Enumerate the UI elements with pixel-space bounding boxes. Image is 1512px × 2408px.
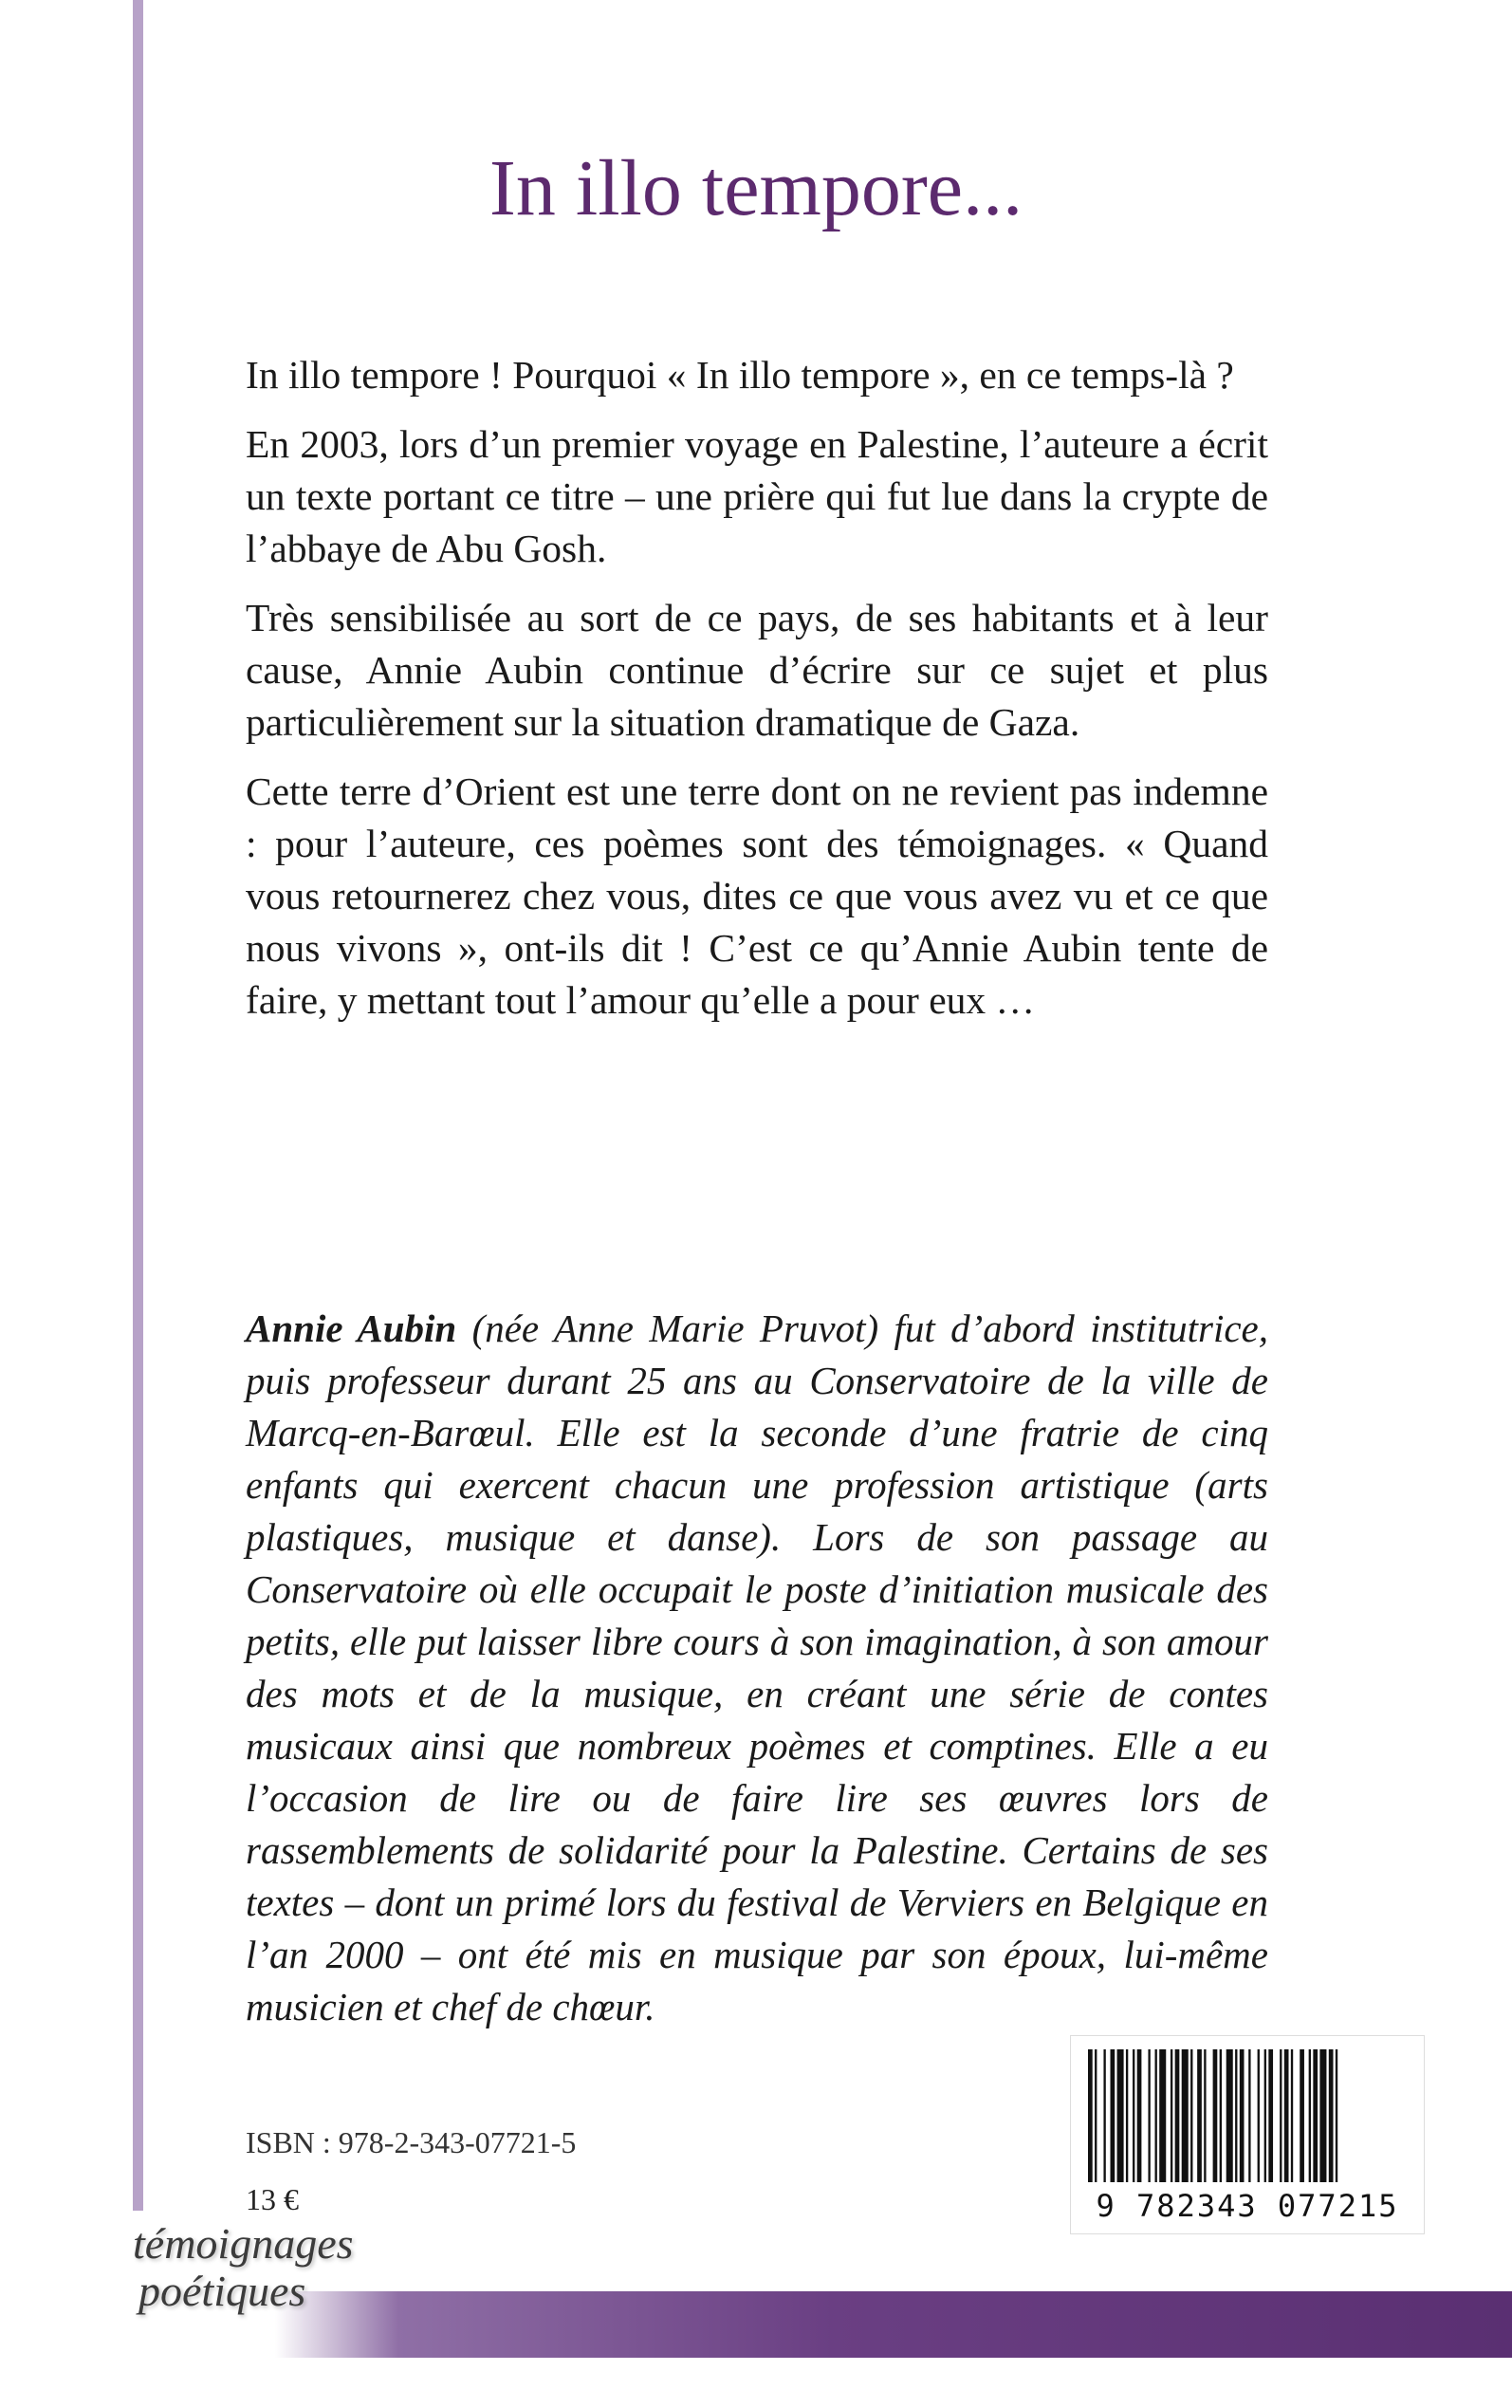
barcode-number: 9 782343 077215 (1096, 2188, 1399, 2224)
blurb-paragraph: En 2003, lors d’un premier voyage en Palestine, l’auteure a écrit un texte portant ce titre – une prière qui fut lue dans la crypte de l’abbaye de Abu Gosh. (246, 422, 1268, 570)
barcode (1070, 2035, 1425, 2234)
barcode-bars (1084, 2049, 1411, 2182)
author-name: Annie Aubin (246, 1306, 457, 1350)
collection-line-2: poétiques (138, 2267, 306, 2315)
blurb-paragraph: Cette terre d’Orient est une terre dont on ne revient pas indemne : pour l’auteure, ces poèmes sont des témoignages. « Quand vous retournerez chez vous, dites ce que vous avez vu et ce que nous vivons », ont-ils dit ! C’est ce qu’Annie Aubin tente de faire, y mettant tout l’amour qu’elle a pour eux … (246, 769, 1268, 1022)
price-label: 13 € (246, 2182, 299, 2216)
spine-accent-bar (133, 0, 143, 2211)
bio-paragraph (246, 1303, 1268, 2033)
blurb-paragraph: In illo tempore ! Pourquoi « In illo tempore », en ce temps-là ? (246, 353, 1234, 397)
blurb-paragraph: Très sensibilisée au sort de ce pays, de ses habitants et à leur cause, Annie Aubin continue d’écrire sur ce sujet et plus particulièrement sur la situation dramatique de Gaza. (246, 596, 1268, 744)
isbn-label: ISBN : 978-2-343-07721-5 (246, 2125, 577, 2159)
bio-text: (née Anne Marie Pruvot) fut d’abord institutrice, puis professeur durant 25 ans au Conservatoire de la ville de Marcq-en-Barœul. Elle est la seconde d’une fratrie de cinq enfants qui exercent chacun une profession artistique (arts plastiques, musique et danse). Lors de son passage au Conservatoire où elle occupait le poste d’initiation musicale des petits, elle put laisser libre cours à son imagination, à son amour des mots et de la musique, en créant une série de contes musicaux ainsi que nombreux poèmes et comptines. Elle a eu l’occasion de lire ou de faire lire ses œuvres lors de rassemblements de solidarité pour la Palestine. Certains de ses textes – dont un primé lors du festival de Verviers en Belgique en l’an 2000 – ont été mis en musique par son époux, lui-même musicien et chef de chœur. (246, 1306, 1268, 2028)
author-biography (246, 1303, 1268, 2033)
book-blurb (246, 349, 1268, 1044)
collection-band (275, 2291, 1512, 2358)
collection-line-1: témoignages (133, 2219, 354, 2268)
book-title: In illo tempore... (489, 144, 1023, 232)
collection-name (133, 2220, 379, 2315)
